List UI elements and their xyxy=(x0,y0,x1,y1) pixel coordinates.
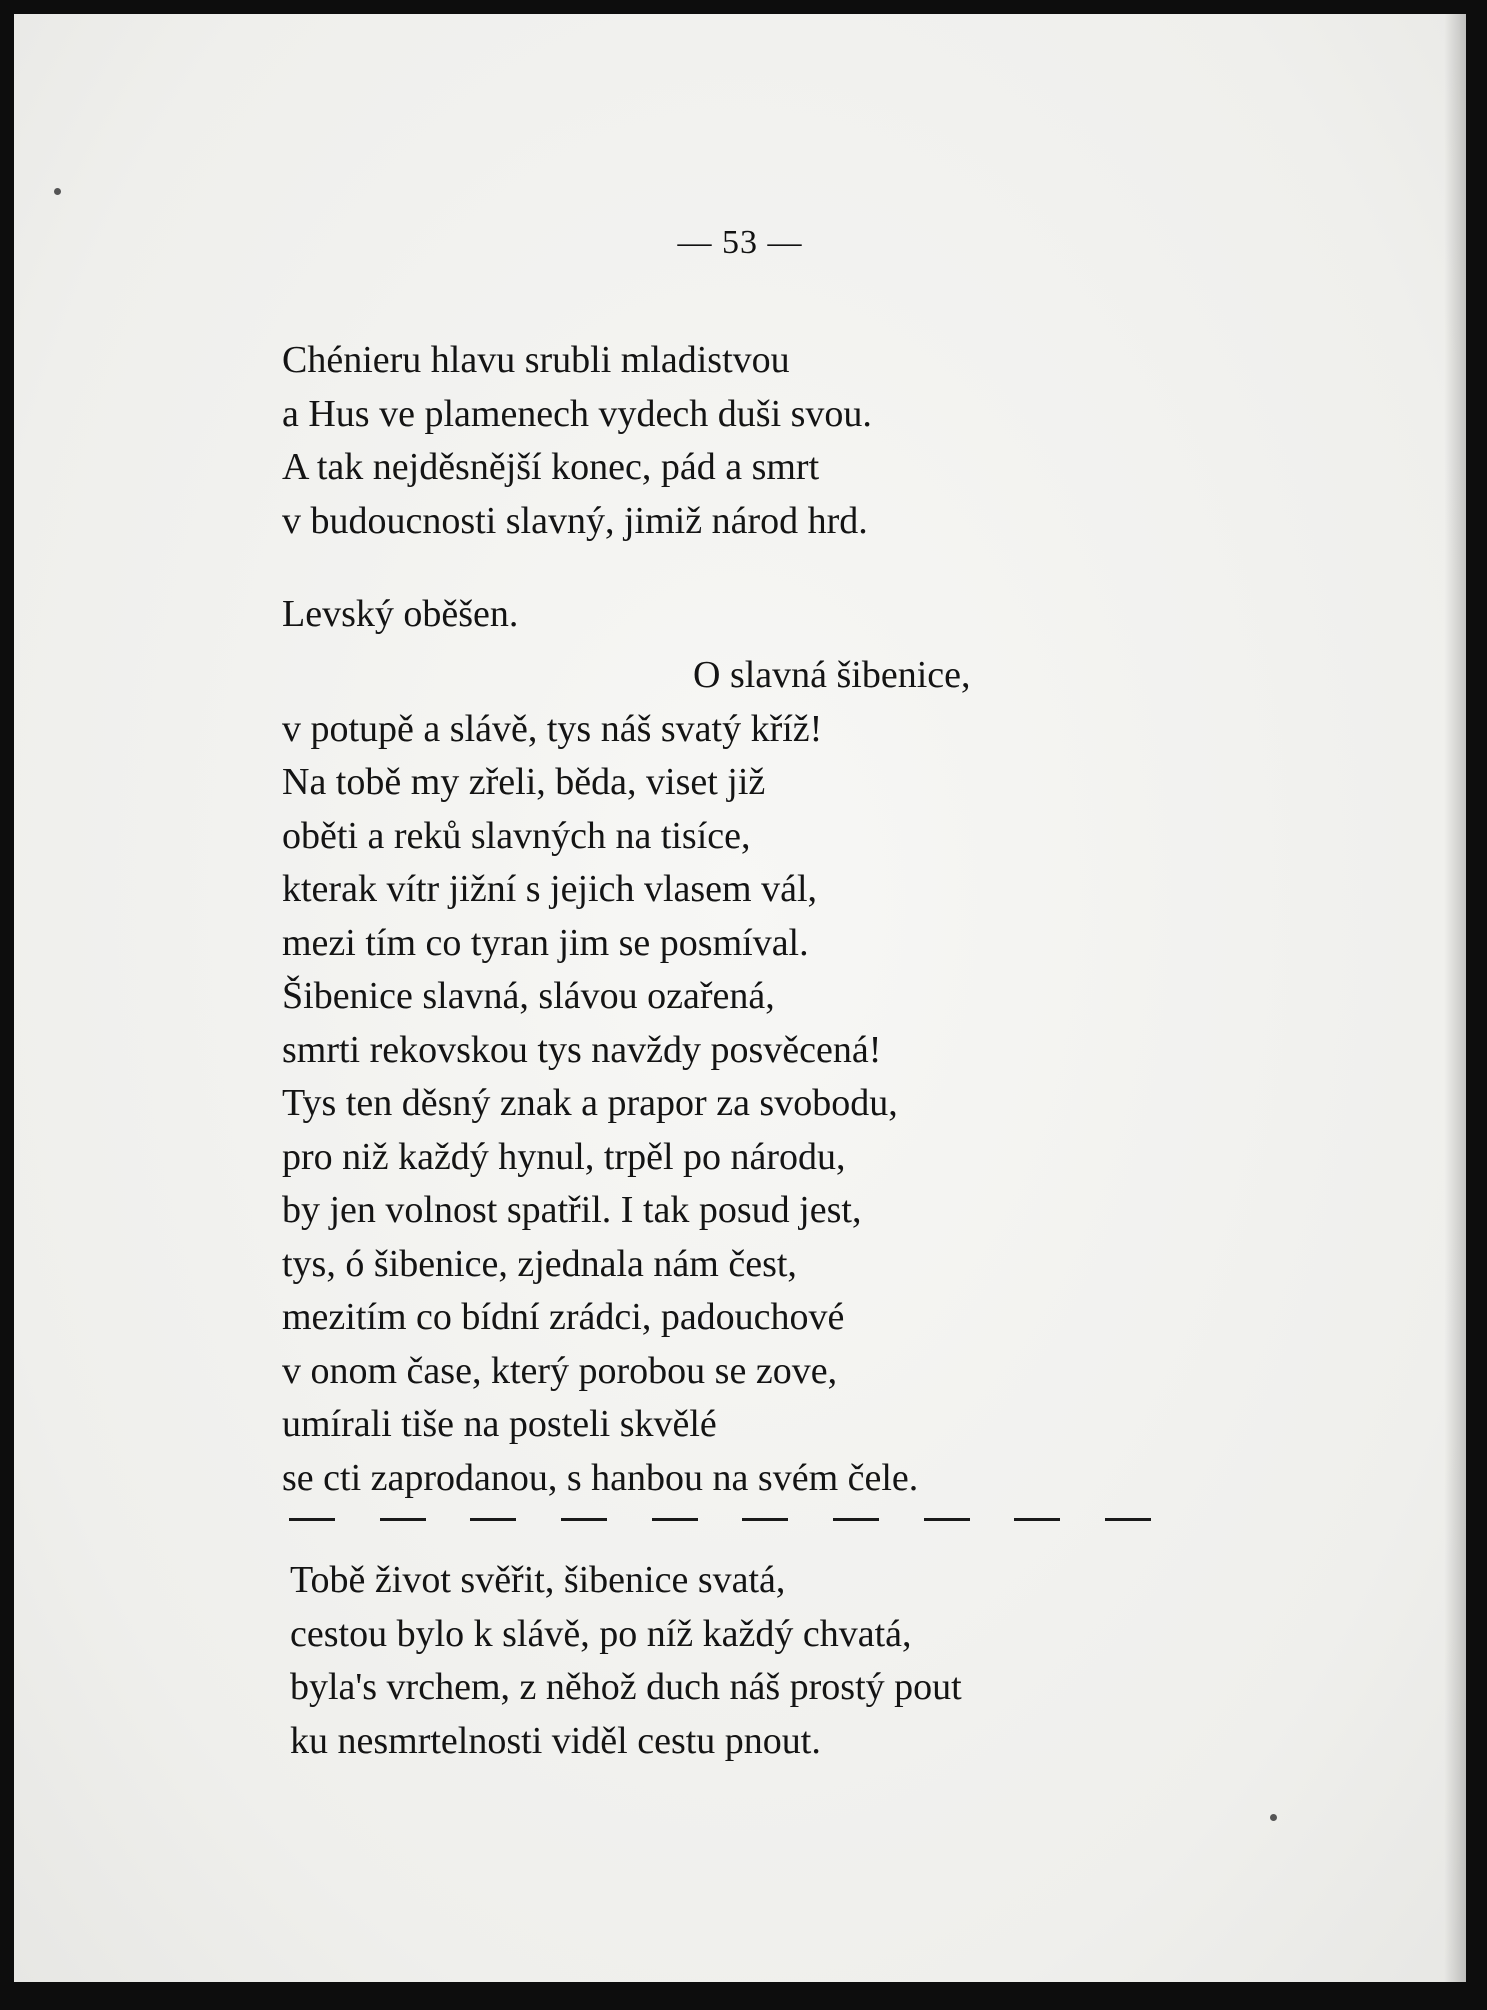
separator-dash xyxy=(1014,1518,1060,1521)
separator-dash xyxy=(561,1518,607,1521)
verse-line: Šibenice slavná, slávou ozařená, xyxy=(282,975,775,1017)
scan-speck xyxy=(54,188,61,195)
separator-dash xyxy=(924,1518,970,1521)
invocation-line: O slavná šibenice, xyxy=(693,654,971,696)
verse-line: v budoucnosti slavný, jimiž národ hrd. xyxy=(282,499,868,542)
verse-line: A tak nejděsnější konec, pád a smrt xyxy=(282,446,820,488)
separator-dash xyxy=(470,1518,516,1521)
verse-line: kterak vítr jižní s jejich vlasem vál, xyxy=(282,868,818,910)
separator-dash xyxy=(833,1518,879,1521)
stanza-1 xyxy=(282,334,872,548)
verse-line: ku nesmrtelnosti viděl cestu pnout. xyxy=(290,1719,821,1762)
verse-line: v potupě a slávě, tys náš svatý kříž! xyxy=(282,707,823,750)
verse-line: pro niž každý hynul, trpěl po národu, xyxy=(282,1135,846,1178)
section-heading xyxy=(282,588,518,642)
verse-line: v onom čase, který porobou se zove, xyxy=(282,1349,838,1392)
verse-line: oběti a reků slavných na tisíce, xyxy=(282,814,751,857)
verse-line: by jen volnost spatřil. I tak posud jest, xyxy=(282,1189,862,1231)
verse-line: Tobě život svěřit, šibenice svatá, xyxy=(290,1559,786,1601)
verse-line: Na tobě my zřeli, běda, viset již xyxy=(282,761,766,803)
verse-line: Chénieru hlavu srubli mladistvou xyxy=(282,339,790,381)
separator-dash xyxy=(380,1518,426,1521)
scan-speck xyxy=(1270,1814,1277,1821)
book-page xyxy=(14,14,1466,1982)
separator-dash xyxy=(652,1518,698,1521)
page-edge-shadow xyxy=(1444,14,1466,1982)
verse-line: byla's vrchem, z něhož duch náš prostý pout xyxy=(290,1666,962,1708)
stanza-2 xyxy=(282,649,971,1505)
separator-dash xyxy=(289,1518,335,1521)
stanza-3 xyxy=(290,1554,962,1768)
verse-line: mezitím co bídní zrádci, padouchové xyxy=(282,1296,845,1338)
verse-line: Tys ten děsný znak a prapor za svobodu, xyxy=(282,1082,898,1124)
verse-line: mezi tím co tyran jim se posmíval. xyxy=(282,921,809,964)
verse-line: smrti rekovskou tys navždy posvěcená! xyxy=(282,1028,882,1071)
separator-dash xyxy=(1105,1518,1151,1521)
dash-separator xyxy=(289,1518,1151,1521)
page-number: — 53 — xyxy=(677,224,803,261)
verse-line: cestou bylo k slávě, po níž každý chvatá, xyxy=(290,1612,912,1655)
heading-line: Levský oběšen. xyxy=(282,593,519,635)
verse-line: umírali tiše na posteli skvělé xyxy=(282,1403,717,1445)
verse-line: a Hus ve plamenech vydech duši svou. xyxy=(282,392,872,435)
separator-dash xyxy=(742,1518,788,1521)
verse-line: se cti zaprodanou, s hanbou na svém čele. xyxy=(282,1456,919,1499)
verse-line: tys, ó šibenice, zjednala nám čest, xyxy=(282,1242,797,1285)
